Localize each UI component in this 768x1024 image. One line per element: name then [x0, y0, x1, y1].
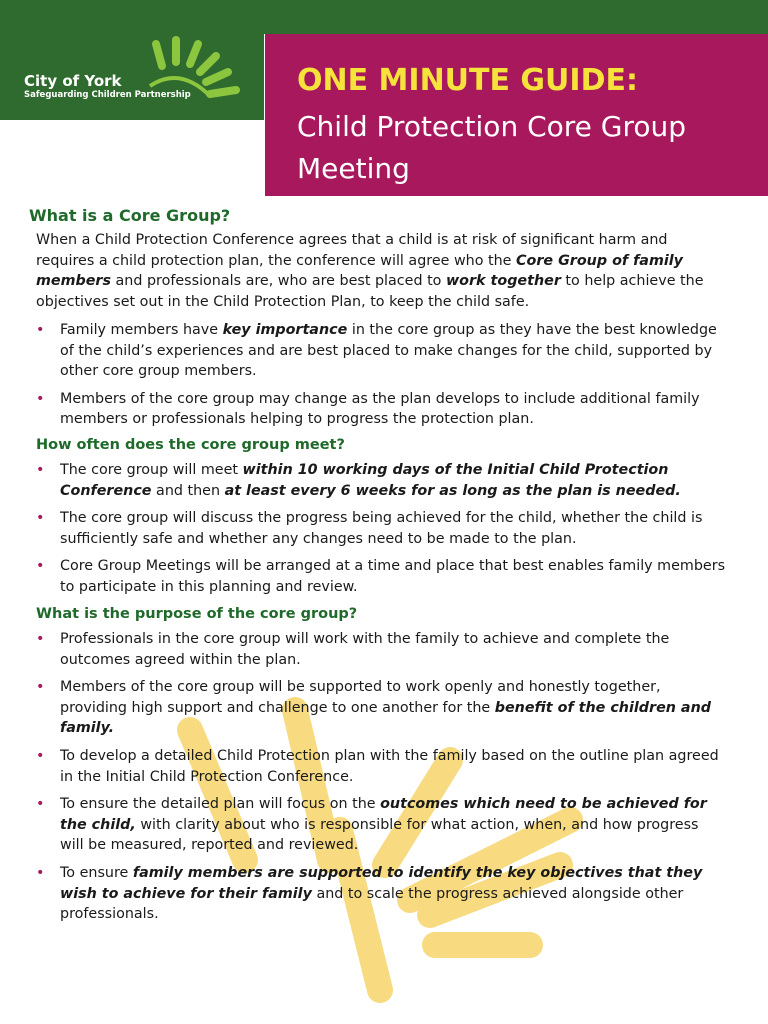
bullet-emphasis: key importance — [222, 322, 348, 338]
intro-text: to help achieve the objectives set out in the Child Protection Plan, to keep the child safe. — [36, 273, 704, 310]
org-name: City of York — [24, 72, 122, 90]
intro-text: When a Child Protection Conference agrees that a child is at risk of significant harm and requires a child protection plan, the conference will agree who the — [36, 232, 668, 269]
bullet-text: in the core group as they have the best knowledge of the child’s experiences and are best placed to make changes for the child, supported by other core group members. — [60, 322, 717, 380]
bullet-emphasis: family members are supported to identify the key objectives that they wish to achieve for their family — [60, 864, 703, 902]
bullet-text: To ensure — [60, 864, 133, 881]
list-item: • To develop a detailed Child Protection plan with the family based on the outline plan agreed in the Initial Child Protection Conference. — [36, 746, 726, 787]
list-item: • The core group will discuss the progress being achieved for the child, whether the child is sufficiently safe and whether any changes need to be made to the plan. — [36, 508, 726, 549]
purpose-heading: What is the purpose of the core group? — [36, 606, 358, 622]
list-item: • Members of the core group may change as the plan develops to include additional family members or professionals helping to progress the protection plan. — [36, 389, 726, 430]
list-item: • Professionals in the core group will work with the family to achieve and complete the outcomes agreed within the plan. — [36, 629, 726, 670]
bullet-text: and then — [151, 482, 225, 499]
list-item: • Core Group Meetings will be arranged at a time and place that best enables family members to participate in this planning and review. — [36, 556, 726, 597]
purpose-bullet-list — [36, 629, 726, 932]
list-item — [36, 794, 726, 856]
org-subtitle: Safeguarding Children Partnership — [24, 90, 191, 100]
intro-emphasis: Core Group of family members — [36, 252, 683, 290]
guide-subtitle: Child Protection Core Group Meeting — [297, 110, 687, 185]
intro-emphasis: work together — [445, 273, 561, 290]
bullet-text: To ensure the detailed plan will focus on the — [60, 796, 381, 813]
list-item — [36, 460, 726, 501]
bullet-emphasis: outcomes which need to be achieved for the child, — [60, 796, 707, 833]
bullet-text: Members of the core group will be supported to work openly and honestly together, providing high support and challenge to one another for the — [60, 679, 661, 716]
list-item — [36, 863, 726, 925]
how-often-bullet-list — [36, 460, 726, 605]
bullet-text: The core group will meet — [60, 462, 243, 478]
bullet-text: Family members have — [60, 322, 223, 338]
bullet-emphasis: benefit of the children and family. — [60, 699, 711, 737]
how-often-heading: How often does the core group meet? — [36, 437, 345, 453]
bullet-text: with clarity about who is responsible for what action, when, and how progress will be measured, reported and reviewed. — [60, 816, 699, 854]
guide-title: ONE MINUTE GUIDE: — [297, 63, 638, 98]
intro-text: and professionals are, who are best placed to — [110, 273, 446, 290]
bullet-emphasis: at least every 6 weeks for as long as the plan is needed. — [224, 482, 681, 499]
bullet-text: and to scale the progress achieved alongside other professionals. — [60, 885, 684, 923]
bullet-emphasis: within 10 working days of the Initial Child Protection Conference — [60, 462, 669, 499]
list-item — [36, 677, 726, 739]
what-bullet-list — [36, 320, 726, 437]
what-is-core-group-heading: What is a Core Group? — [29, 206, 231, 225]
list-item — [36, 320, 726, 382]
intro-paragraph — [36, 230, 726, 312]
